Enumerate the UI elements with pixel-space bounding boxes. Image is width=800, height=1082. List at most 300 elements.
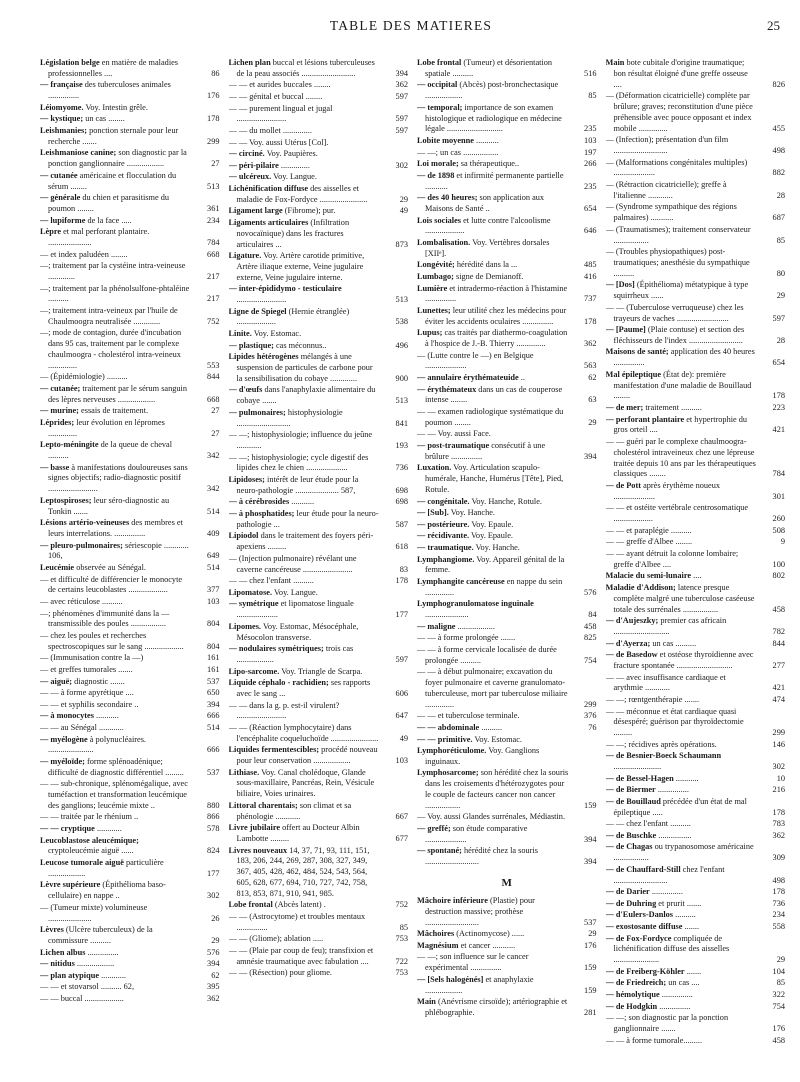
entry-text: Voy. Hanche, Rotule.	[471, 496, 542, 506]
entry-text: Voy. Epaule.	[471, 531, 513, 541]
entry-term: — de Biermer	[605, 785, 656, 795]
entry-page-ref: 826	[772, 79, 785, 89]
entry-text: hérédité chez la souris ..........................	[425, 846, 538, 867]
entry-text: procédé nouveau pour leur conservation ..................	[236, 745, 378, 766]
entry-page-ref: 784	[207, 237, 220, 247]
entry-page-ref: 394	[207, 699, 220, 709]
index-entry	[606, 650, 786, 672]
entry-page-ref: 514	[207, 562, 220, 572]
entry-text: des aisselles et maladie de Fox-Fordyce .......................	[236, 183, 368, 204]
entry-page-ref: 563	[584, 361, 597, 371]
entry-term: Lymphoréticulome.	[417, 746, 487, 756]
entry-text: Voy. Artère carotide primitive, Artère iliaque externe, Veine jugulaire externe, Veine jugulaire interne.	[236, 251, 365, 282]
entry-text: essais de traitement.	[81, 406, 149, 416]
entry-text: — (Syndrome sympathique des régions palmaires) ...........	[605, 202, 737, 223]
index-entry	[417, 555, 597, 577]
index-entry	[40, 812, 220, 823]
entry-page-ref: 178	[772, 807, 785, 817]
entry-page-ref: 687	[772, 213, 785, 223]
entry-term: — d'Eulers-Danlos	[605, 910, 674, 920]
index-entry	[40, 575, 220, 597]
index-entry	[417, 103, 597, 135]
entry-text: trois cas ..................	[236, 644, 354, 664]
entry-page-ref: 103	[207, 596, 220, 606]
entry-term: Maisons de santé;	[605, 347, 669, 357]
entry-term: — nodulaires symétriques;	[228, 644, 324, 654]
entry-page-ref: 159	[584, 800, 597, 810]
entry-term: — kystique;	[40, 114, 84, 124]
entry-page-ref: 646	[584, 226, 597, 236]
entry-text: — — ayant détruit la colonne lombaire; greffe d'Albee ....	[605, 549, 739, 569]
entry-page-ref: 27	[211, 159, 220, 169]
entry-page-ref: 576	[207, 947, 220, 957]
entry-page-ref: 104	[772, 966, 785, 976]
entry-page-ref: 299	[207, 136, 220, 146]
index-entry	[229, 161, 409, 172]
entry-text: — (Lutte contre le —) en Belgique ....................	[417, 350, 534, 371]
entry-term: — érythémateux	[417, 384, 477, 394]
index-entry	[229, 576, 409, 587]
entry-page-ref: 866	[207, 812, 220, 822]
entry-term: Malacie du semi-lunaire	[605, 571, 692, 581]
entry-term: — française	[40, 80, 83, 90]
entry-term: — [Paume]	[605, 325, 646, 335]
entry-term: — pleuro-pulmonaires;	[40, 540, 123, 550]
entry-term: — lupiforme	[40, 215, 86, 225]
entry-text: et lipomatose linguale ....................	[236, 599, 354, 620]
index-entry	[417, 306, 597, 328]
entry-page-ref: 513	[395, 295, 408, 305]
entry-text: hérédité dans la ...	[456, 260, 518, 270]
entry-term: — — abdominale	[417, 722, 480, 732]
entry-text: (Actinomycose) ......	[456, 929, 525, 939]
entry-page-ref: 86	[211, 68, 220, 78]
entry-page-ref: 737	[584, 294, 597, 304]
entry-page-ref: 62	[211, 970, 220, 980]
entry-text: — Voy. aussi Glandes surrénales, Médiastin.	[417, 812, 566, 822]
entry-term: Lois sociales	[417, 215, 462, 225]
index-entry	[417, 385, 597, 407]
entry-text: à polynucléaires. ......................	[48, 734, 146, 755]
index-entry	[417, 272, 597, 283]
entry-term: — de 1898	[417, 170, 455, 180]
entry-text: — — (Réaction lymphocytaire) dans l'encéphalite coqueluchoïde .......................	[228, 722, 379, 743]
entry-term: Lipomes.	[228, 621, 261, 631]
index-entry	[606, 135, 786, 157]
entry-term: — de Basedow	[605, 650, 658, 660]
entry-text: importance de son examen histologique et radiologique en médecine légale ...........................	[425, 102, 562, 134]
index-entry	[417, 238, 597, 260]
entry-term: — de Friedreich;	[605, 978, 667, 988]
entry-page-ref: 197	[584, 147, 597, 157]
entry-page-ref: 62	[588, 373, 597, 383]
index-entry	[40, 757, 220, 779]
index-entry	[229, 80, 409, 91]
entry-text: et infirmité permanente partielle ...........	[425, 170, 564, 191]
index-entry	[606, 303, 786, 325]
entry-text: Voy. Triangle de Scarpa.	[281, 666, 363, 676]
entry-term: — circiné.	[228, 149, 265, 159]
entry-text: Voy. Appareil génital de la femme.	[425, 554, 565, 575]
entry-page-ref: 514	[207, 722, 220, 732]
entry-term: Liquides fermentescibles;	[228, 745, 320, 755]
entry-text: premier cas africain ...........................	[613, 616, 727, 636]
entry-text: Voy. Vertèbres dorsales [XIIᵉ].	[425, 237, 550, 258]
entry-term: — spontané;	[417, 846, 462, 856]
entry-term: — d'Aujeszky;	[605, 616, 659, 626]
entry-term: Ligature.	[228, 251, 262, 261]
index-entry	[417, 80, 597, 102]
entry-text: ............	[101, 970, 126, 980]
entry-page-ref: 841	[395, 418, 408, 428]
entry-term: — perforant plantaire	[605, 414, 685, 424]
entry-text: buccal et lésions tuberculeuses de la peau associés ..........................	[236, 58, 375, 78]
entry-text: — — chez l'enfant ..........	[605, 819, 691, 829]
entry-text: du chien et parasitisme du poumon ........	[48, 193, 170, 213]
entry-page-ref: 234	[772, 910, 785, 920]
entry-term: — de mer;	[605, 403, 644, 413]
entry-term: Lichen albus	[40, 947, 86, 957]
index-entry	[229, 138, 409, 149]
index-entry	[40, 148, 220, 170]
entry-text: cryptoleucémie aiguë ......	[48, 846, 134, 856]
entry-page-ref: 825	[584, 633, 597, 643]
entry-term: Lèvres	[40, 925, 64, 935]
entry-page-ref: 666	[207, 745, 220, 755]
entry-page-ref: 216	[772, 785, 785, 795]
index-entry	[229, 475, 409, 497]
index-entry	[606, 526, 786, 537]
entry-page-ref: 85	[399, 922, 408, 932]
index-entry	[40, 959, 220, 970]
entry-term: Lombalisation.	[417, 237, 471, 247]
entry-page-ref: 880	[207, 800, 220, 810]
index-entry	[417, 941, 597, 952]
entry-page-ref: 161	[207, 664, 220, 674]
entry-page-ref: 667	[395, 811, 408, 821]
entry-page-ref: 178	[395, 576, 408, 586]
entry-term: Ligne de Spiegel	[228, 306, 287, 316]
index-entry	[40, 306, 220, 328]
entry-text: — —; un cas .................	[417, 147, 499, 157]
entry-text: — (Déformation cicatricielle) complète par brûlure; graves; reconstitution d'une pièce préhensible avec pouce opposant et index mobile ..............	[605, 91, 753, 133]
index-entry	[606, 865, 786, 887]
entry-page-ref: 597	[395, 114, 408, 124]
entry-text: de la queue de cheval ..........	[48, 440, 173, 461]
entry-page-ref: 597	[395, 125, 408, 135]
entry-term: Leishmaniose canine;	[40, 148, 117, 158]
index-entry	[40, 700, 220, 711]
index-entry	[417, 812, 597, 823]
entry-page-ref: 302	[772, 762, 785, 772]
index-entry	[417, 351, 597, 373]
index-entry	[606, 922, 786, 933]
entry-page-ref: 587	[395, 519, 408, 529]
entry-term: — à cérébrosides	[228, 497, 290, 507]
entry-text: Voy. Epaule.	[471, 519, 514, 529]
entry-text: ponction sternale pour leur recherche .......	[48, 125, 179, 146]
entry-page-ref: 558	[772, 922, 785, 932]
index-entry	[40, 440, 220, 462]
entry-term: — de Freiberg-Köhler	[605, 966, 685, 976]
index-entry	[606, 1036, 786, 1047]
entry-text: un cas ..........	[652, 638, 697, 648]
index-entry	[606, 1013, 786, 1035]
entry-page-ref: 394	[395, 68, 408, 78]
entry-page-ref: 409	[207, 529, 220, 538]
index-entry	[606, 58, 786, 90]
entry-text: et anaphylaxie ..................	[425, 974, 534, 995]
entry-page-ref: 458	[772, 604, 785, 614]
entry-text: précédée d'un état de mal épileptique .....	[613, 796, 747, 817]
entry-text: Voy. Estomac.	[253, 329, 302, 339]
entry-page-ref: 29	[399, 194, 408, 204]
index-entry	[606, 707, 786, 739]
entry-page-ref: 804	[207, 619, 220, 629]
index-entry	[417, 216, 597, 238]
entry-page-ref: 394	[584, 857, 597, 867]
entry-page-ref: 362	[207, 993, 220, 1003]
index-entry	[606, 819, 786, 830]
entry-page-ref: 753	[395, 934, 408, 944]
entry-text: et mal perforant plantaire. .....................	[48, 227, 150, 247]
entry-page-ref: 361	[207, 203, 220, 213]
entry-text: latence presque complète malgré une tuberculose caséeuse totale des surrénales .................	[613, 582, 755, 614]
entry-text: Voy. Intestin grêle.	[85, 102, 148, 112]
index-entry	[40, 971, 220, 982]
entry-page-ref: 804	[207, 641, 220, 651]
entry-page-ref: 736	[395, 463, 408, 473]
entry-page-ref: 513	[207, 181, 220, 191]
entry-text: consécutif à une brûlure ...............	[425, 441, 546, 461]
entry-text: — — et tuberculose terminale.	[417, 711, 520, 721]
entry-text: ...........	[476, 135, 499, 145]
entry-page-ref: 647	[395, 711, 408, 721]
index-entry	[40, 103, 220, 114]
index-entry	[40, 723, 220, 734]
entry-text: forme splénoadénique; difficulté de diagnostic différentiel .........	[48, 756, 184, 777]
index-entry	[40, 925, 220, 947]
entry-text: après érythème noueux ....................	[613, 481, 721, 501]
entry-text: ........................	[236, 295, 287, 305]
index-entry	[40, 880, 220, 902]
index-entry	[229, 599, 409, 621]
entry-page-ref: 537	[207, 767, 220, 777]
entry-page-ref: 29	[776, 955, 785, 965]
entry-page-ref: 80	[776, 268, 785, 278]
index-entry	[40, 406, 220, 417]
index-entry	[40, 836, 220, 858]
entry-page-ref: 301	[772, 491, 785, 501]
entry-term: — aiguë;	[40, 676, 73, 686]
entry-page-ref: 103	[584, 135, 597, 145]
entry-page-ref: 754	[584, 655, 597, 665]
entry-text: — — buccal ...................	[40, 993, 124, 1003]
index-entry	[417, 373, 597, 384]
entry-page-ref: 650	[207, 688, 220, 698]
entry-term: — occipital	[417, 80, 458, 90]
index-entry	[417, 497, 597, 508]
entry-page-ref: 178	[584, 316, 597, 326]
index-entry	[229, 284, 409, 306]
entry-text: ..........	[481, 722, 503, 732]
entry-text: — — génital et buccal ........	[228, 91, 323, 101]
entry-text: Voy. Langue.	[274, 587, 318, 597]
entry-text: — — Voy. aussi Face.	[417, 429, 491, 439]
entry-text: — — chez l'enfant ..........	[228, 576, 314, 586]
entry-text: diagnostic .......	[74, 676, 125, 686]
entry-page-ref: 342	[207, 484, 220, 494]
entry-page-ref: 900	[395, 373, 408, 383]
entry-text: — (Tumeur mixte) volumineuse .....................	[40, 902, 148, 923]
index-entry	[606, 437, 786, 480]
index-entry	[40, 688, 220, 699]
entry-term: Lichen plan	[228, 58, 271, 67]
index-entry	[606, 280, 786, 302]
entry-text: .......	[684, 922, 700, 932]
entry-text: — — (Plaie par coup de feu); transfixion et amnésie traumatique avec fabulation ....	[228, 946, 374, 966]
entry-text: Voy. Ganglions inguinaux.	[425, 746, 540, 766]
index-entry	[417, 328, 597, 350]
entry-page-ref: 302	[207, 891, 220, 901]
entry-text: ...............	[87, 947, 119, 957]
entry-page-ref: 235	[584, 181, 597, 191]
entry-text: et lutte contre l'alcoolisme ...................	[425, 215, 551, 236]
entry-text: — (Immunisation contre la —)	[40, 653, 144, 663]
index-column-1	[40, 58, 220, 1070]
index-entry	[40, 384, 220, 406]
entry-text: ...............	[657, 785, 689, 795]
entry-text: (Fibrome); pur.	[284, 206, 336, 216]
entry-term: — de Hodgkin	[605, 1001, 658, 1011]
entry-page-ref: 217	[207, 271, 220, 281]
entry-text: (Infiltration novocaïnique) dans les fractures articulaires ...	[236, 217, 350, 249]
entry-text: sa thérapeutique..	[460, 159, 520, 169]
index-entry	[417, 667, 597, 710]
entry-page-ref: 394	[584, 834, 597, 844]
entry-page-ref: 85	[776, 978, 785, 988]
entry-term: Lymphogranulomatose inguinale	[417, 599, 534, 609]
entry-page-ref: 754	[772, 1001, 785, 1011]
entry-text: compliquée de lichénification diffuse des aisselles ......................	[613, 933, 730, 965]
entry-page-ref: 177	[395, 610, 408, 620]
entry-term: Lèpre	[40, 227, 62, 237]
entry-term: — greffé;	[417, 824, 451, 834]
index-entry	[229, 846, 409, 900]
entry-page-ref: 9	[780, 537, 785, 547]
entry-text: histophysiologie ..........................	[236, 407, 343, 428]
entry-page-ref: 649	[207, 551, 220, 561]
index-entry	[229, 385, 409, 407]
entry-text: (Abcès latent) .	[274, 900, 326, 910]
entry-text: et intradermo-réaction à l'histamine ...............	[425, 283, 568, 304]
entry-page-ref: 217	[207, 294, 220, 304]
entry-text: un cas ........	[85, 114, 125, 124]
entry-term: Maladie d'Addison;	[605, 582, 676, 592]
entry-page-ref: 782	[772, 626, 785, 636]
index-entry	[40, 372, 220, 383]
entry-term: Mâchoires	[417, 929, 455, 939]
index-entry	[606, 549, 786, 571]
entry-page-ref: 266	[584, 159, 597, 169]
index-entry	[417, 975, 597, 997]
index-entry	[229, 768, 409, 800]
index-entry	[606, 785, 786, 796]
entry-page-ref: 362	[772, 830, 785, 840]
index-entry	[606, 180, 786, 202]
index-entry	[229, 341, 409, 352]
entry-page-ref: 377	[207, 585, 220, 595]
entry-text: et prurit .......	[658, 898, 702, 908]
entry-text: — et index paludéen ........	[40, 249, 128, 259]
entry-term: Lobe frontal	[228, 900, 273, 910]
entry-text: et hypertrophie du gros orteil ....	[613, 414, 748, 435]
index-entry	[229, 307, 409, 329]
entry-page-ref: 844	[772, 638, 785, 648]
entry-text: — —; son diagnostic par la ponction ganglionnaire .......	[605, 1013, 729, 1033]
entry-term: — des 40 heures;	[417, 193, 478, 203]
index-entry	[606, 1002, 786, 1013]
entry-text: — — du mollet ..............	[228, 125, 312, 135]
entry-text: traitement par le sérum sanguin des lèpres nerveuses ..................	[48, 383, 188, 404]
entry-text: — — dans la g. p. est-il virulent? ........................	[228, 700, 340, 721]
entry-text: offert au Docteur Albin Lambotte .........	[236, 823, 360, 844]
index-entry	[417, 429, 597, 440]
entry-text: ...............	[661, 990, 693, 999]
entry-page-ref: 159	[584, 963, 597, 973]
index-entry	[417, 441, 597, 463]
entry-page-ref: 597	[395, 91, 408, 101]
entry-term: — ulcéreux.	[228, 172, 272, 182]
entry-term: Leucoblastose aleucémique;	[40, 835, 139, 845]
entry-page-ref: 362	[395, 80, 408, 90]
entry-text: —; mode de contagion, durée d'incubation dans 95 cas, traitement par le complexe chaulmoogra - cholestérol intra-veineux ..............	[40, 328, 182, 370]
entry-text: (Épithélioma baso-cellulaire) en nappe ..	[48, 880, 166, 901]
entry-page-ref: 29	[588, 929, 597, 939]
entry-text: son hérédité chez la souris dans les croisements d'hétérozygotes pour le couple de facteurs cancer non cancer .................	[425, 768, 569, 810]
entry-text: — — Voy. aussi Utérus [Col].	[228, 137, 329, 147]
index-entry	[229, 968, 409, 979]
entry-text: — — purement lingual et jugal ........................	[228, 103, 333, 124]
entry-term: — temporal;	[417, 102, 463, 112]
entry-text: sériescopie ............ 106,	[48, 540, 189, 561]
entry-text: — — (Tuberculose verruqueuse) chez les trayeurs de vaches .........................	[605, 302, 744, 323]
entry-text: — — traitée par le rhénium ..	[40, 812, 139, 822]
index-entry	[417, 148, 597, 159]
entry-term: Leucose tumorale aiguë	[40, 858, 124, 868]
entry-term: — de Fox-Fordyce	[605, 933, 672, 943]
index-entry	[229, 588, 409, 599]
entry-page-ref: 176	[207, 91, 220, 101]
entry-text: leur séro-diagnostic au Tonkin .......	[48, 495, 170, 516]
entry-text: — — et ostéite vertébrale centrosomatique ...................	[605, 503, 749, 524]
entry-page-ref: 277	[772, 660, 785, 670]
index-entry	[417, 723, 597, 734]
entry-text: —; traitement intra-veineux par l'huile de Chaulmoogra neutralisée .............	[40, 305, 178, 326]
entry-page-ref: 193	[395, 441, 408, 451]
entry-page-ref: 752	[207, 316, 220, 326]
entry-page-ref: 508	[772, 525, 785, 535]
entry-text: en matière de maladies professionnelles ....	[48, 58, 179, 78]
entry-page-ref: 698	[395, 497, 408, 507]
entry-term: Magnésium	[417, 940, 459, 950]
entry-text: ...........	[675, 773, 699, 783]
entry-text: ...............	[659, 1001, 691, 1011]
entry-text: américaine et flocculation du sérum ........	[48, 170, 177, 191]
entry-term: Linite.	[228, 329, 252, 339]
index-entry	[40, 541, 220, 563]
entry-page-ref: 784	[772, 469, 785, 479]
